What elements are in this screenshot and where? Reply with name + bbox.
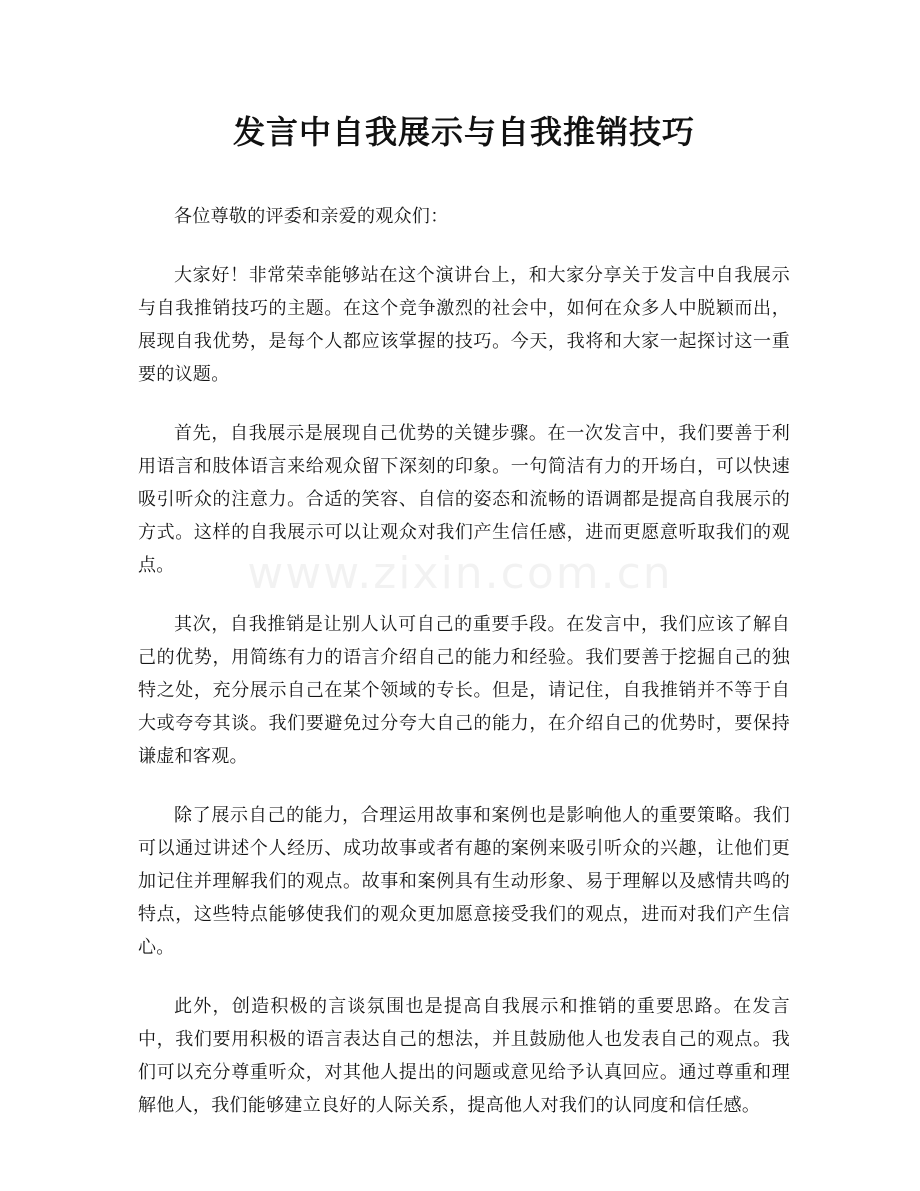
document-title: 发言中自我展示与自我推销技巧 [232, 113, 695, 151]
body-paragraph-1: 大家好！非常荣幸能够站在这个演讲台上，和大家分享关于发言中自我展示与自我推销技巧的主题。在这个竞争激烈的社会中，如何在众多人中脱颖而出，展现自我优势，是每个人都应该掌握的技巧。今天，我将和大家一起探讨这一重要的议题。 [138, 265, 790, 385]
body-paragraph-2: 首先，自我展示是展现自己优势的关键步骤。在一次发言中，我们要善于利用语言和肢体语言来给观众留下深刻的印象。一句简洁有力的开场白，可以快速吸引听众的注意力。合适的笑容、自信的姿态和流畅的语调都是提高自我展示的方式。这样的自我展示可以让观众对我们产生信任感，进而更愿意听取我们的观点。 [138, 423, 790, 576]
watermark: www.zixin.com.cn [247, 548, 673, 599]
greeting-paragraph: 各位尊敬的评委和亲爱的观众们： [174, 206, 449, 227]
body-paragraph-5: 此外，创造积极的言谈氛围也是提高自我展示和推销的重要思路。在发言中，我们要用积极的语言表达自己的想法，并且鼓励他人也发表自己的观点。我们可以充分尊重听众，对其他人提出的问题或意见给予认真回应。通过尊重和理解他人，我们能够建立良好的人际关系，提高他人对我们的认同度和信任感。 [138, 996, 790, 1116]
body-paragraph-4: 除了展示自己的能力，合理运用故事和案例也是影响他人的重要策略。我们可以通过讲述个人经历、成功故事或者有趣的案例来吸引听众的兴趣，让他们更加记住并理解我们的观点。故事和案例具有生动形象、易于理解以及感情共鸣的特点，这些特点能够使我们的观众更加愿意接受我们的观点，进而对我们产生信心。 [138, 805, 790, 958]
body-paragraph-3: 其次，自我推销是让别人认可自己的重要手段。在发言中，我们应该了解自己的优势，用简练有力的语言介绍自己的能力和经验。我们要善于挖掘自己的独特之处，充分展示自己在某个领域的专长。但是，请记住，自我推销并不等于自大或夸夸其谈。我们要避免过分夸大自己的能力，在介绍自己的优势时，要保持谦虚和客观。 [138, 614, 790, 767]
